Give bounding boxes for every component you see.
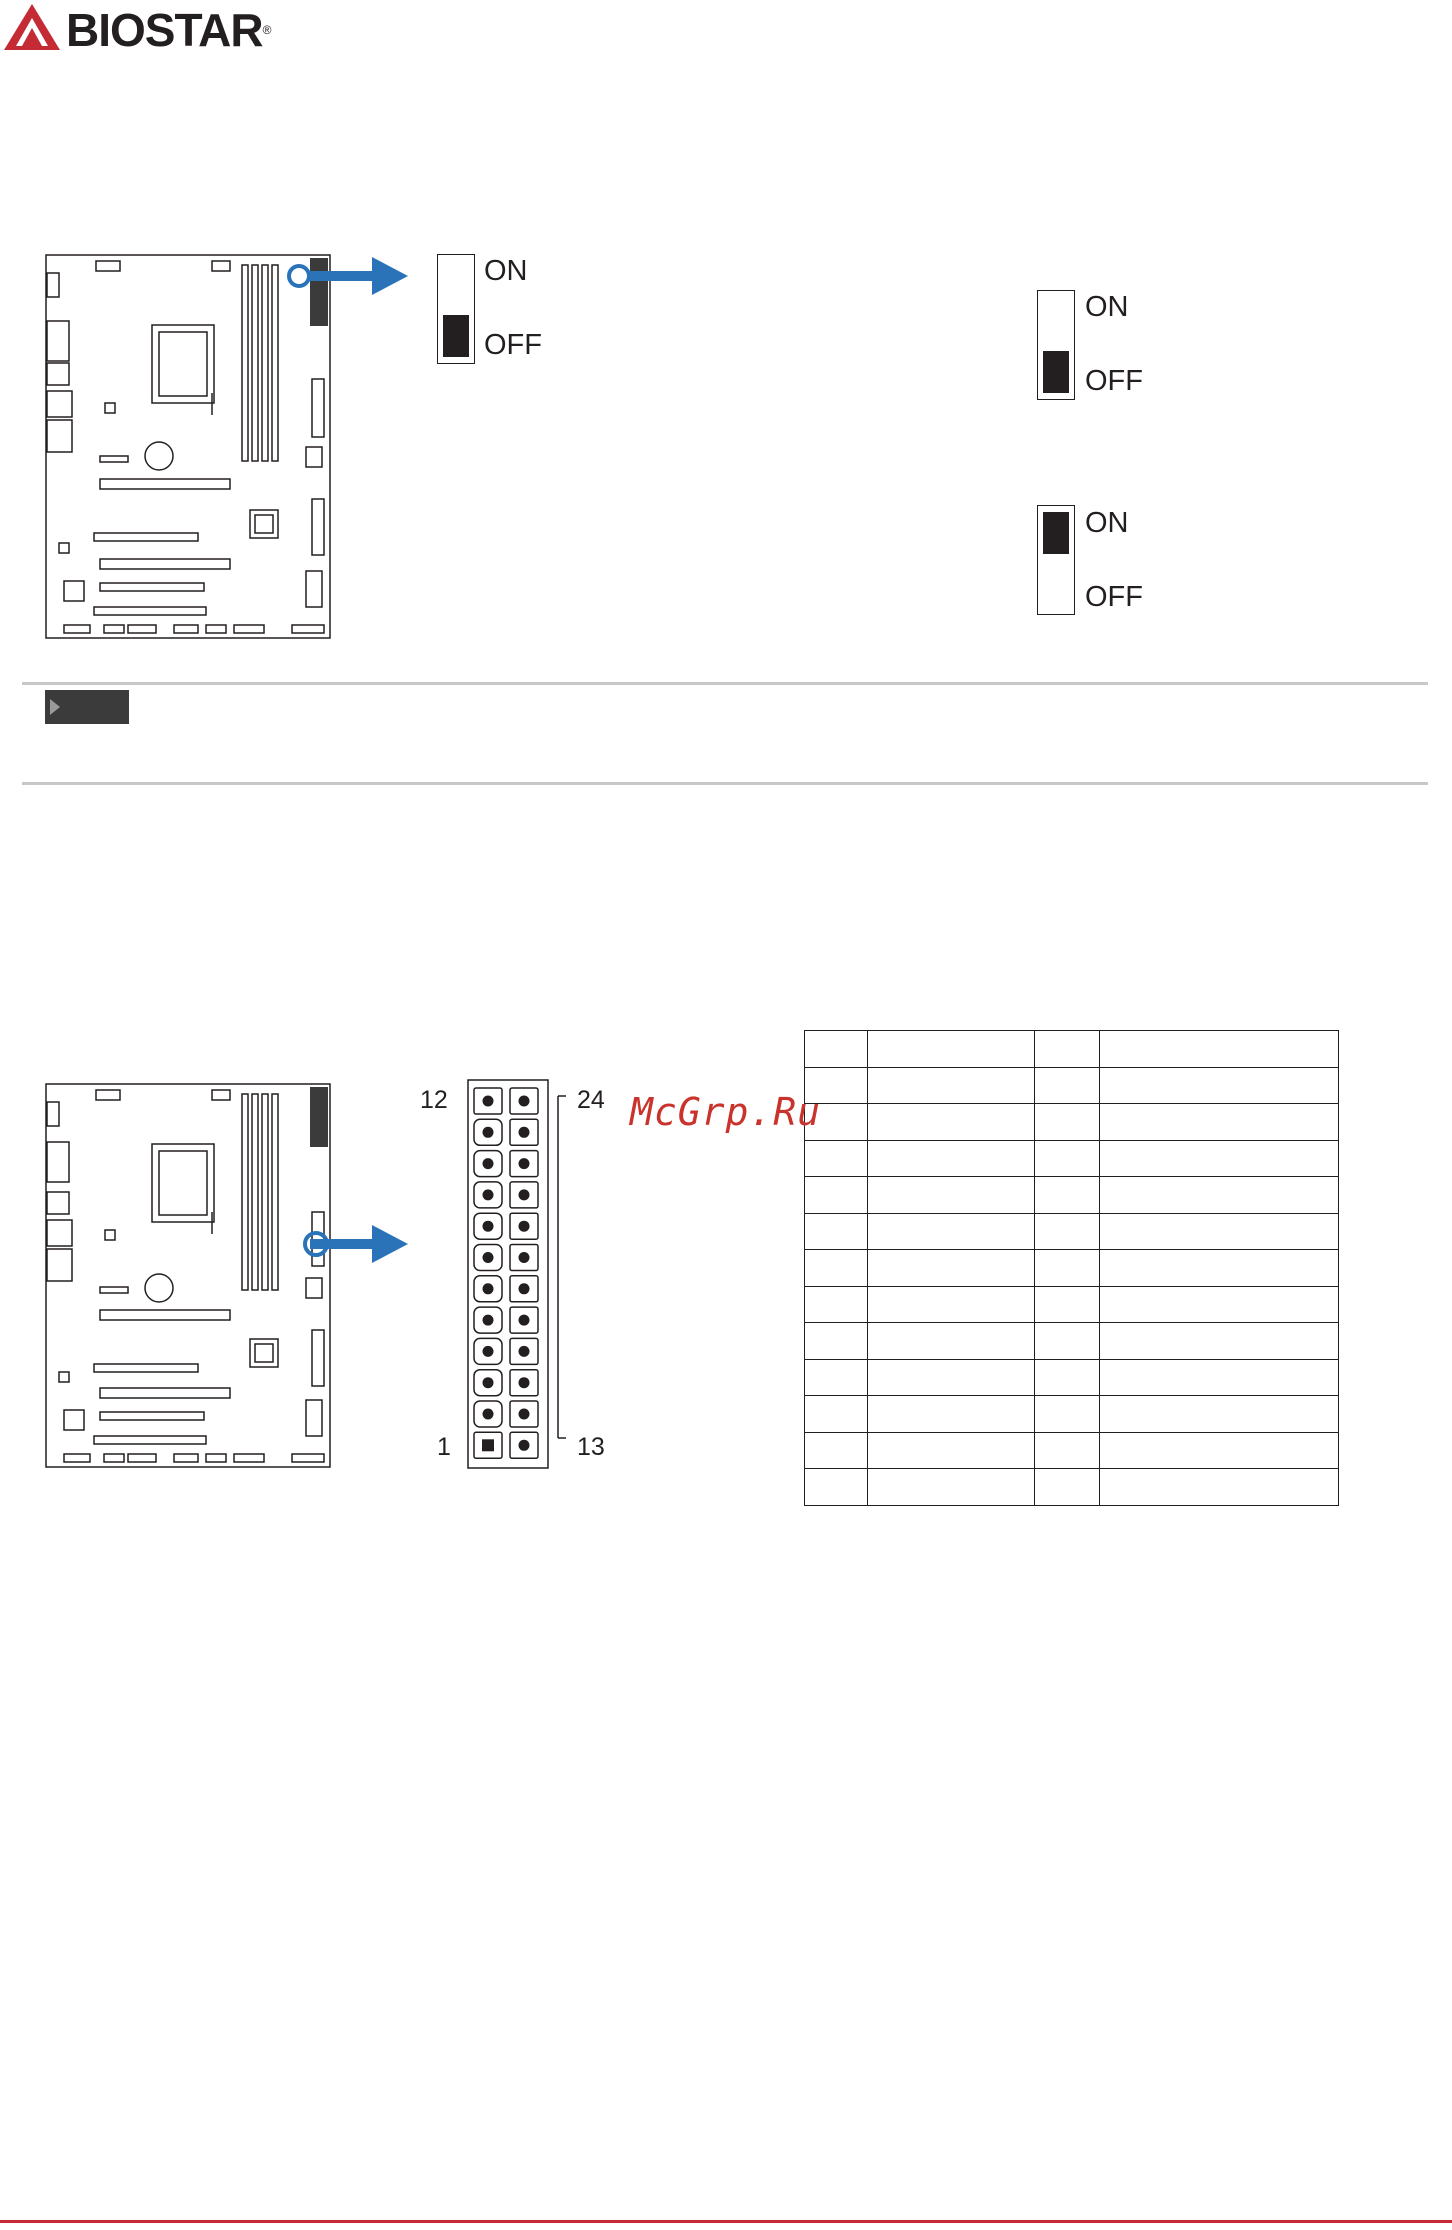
table-cell xyxy=(868,1250,1035,1287)
table-cell xyxy=(1100,1469,1339,1506)
table-cell xyxy=(868,1177,1035,1214)
connector-pin xyxy=(483,1409,494,1420)
table-cell xyxy=(1035,1469,1100,1506)
table-cell xyxy=(805,1432,868,1469)
biostar-logo xyxy=(4,2,274,54)
table-row xyxy=(805,1323,1339,1360)
table-row xyxy=(805,1104,1339,1141)
table-cell xyxy=(805,1031,868,1068)
table-cell xyxy=(805,1177,868,1214)
table-cell xyxy=(1035,1432,1100,1469)
connector-pin xyxy=(483,1189,494,1200)
arrow-right-icon xyxy=(310,1223,410,1267)
connector-pin xyxy=(519,1315,530,1326)
connector-pin xyxy=(519,1377,530,1388)
table-cell xyxy=(805,1396,868,1433)
table-cell xyxy=(1035,1177,1100,1214)
pin-assignment-table xyxy=(804,1030,1339,1506)
switch-knob xyxy=(1043,512,1069,554)
table-cell xyxy=(1035,1250,1100,1287)
switch-knob xyxy=(443,315,469,357)
table-cell xyxy=(805,1359,868,1396)
table-row xyxy=(805,1396,1339,1433)
table-cell xyxy=(868,1469,1035,1506)
brand-name: BIOSTAR® xyxy=(66,4,271,56)
table-cell xyxy=(868,1213,1035,1250)
table-cell xyxy=(1100,1213,1339,1250)
footer-rule xyxy=(0,2220,1452,2223)
biostar-logo-icon xyxy=(4,2,64,54)
table-cell xyxy=(805,1469,868,1506)
table-cell xyxy=(1035,1286,1100,1323)
table-cell xyxy=(868,1432,1035,1469)
table-cell xyxy=(868,1031,1035,1068)
table-cell xyxy=(1035,1031,1100,1068)
switch-right-1-on-label: ON xyxy=(1085,291,1129,323)
arrow-right-icon xyxy=(310,255,410,299)
table-cell xyxy=(805,1323,868,1360)
table-cell xyxy=(1100,1067,1339,1104)
table-cell xyxy=(1100,1359,1339,1396)
connector-pin xyxy=(519,1440,530,1451)
table-cell xyxy=(1035,1396,1100,1433)
table-cell xyxy=(1035,1323,1100,1360)
table-cell xyxy=(1100,1177,1339,1214)
table-cell xyxy=(868,1286,1035,1323)
connector-pin xyxy=(519,1189,530,1200)
table-cell xyxy=(1100,1396,1339,1433)
pin-label-1: 1 xyxy=(437,1433,451,1461)
connector-pin xyxy=(483,1096,494,1107)
table-cell xyxy=(1035,1213,1100,1250)
connector-pin xyxy=(519,1252,530,1263)
table-cell xyxy=(868,1359,1035,1396)
motherboard-diagram-bottom xyxy=(44,1082,334,1470)
table-cell xyxy=(868,1067,1035,1104)
connector-pin xyxy=(519,1346,530,1357)
table-cell xyxy=(805,1286,868,1323)
divider-top xyxy=(22,682,1428,685)
table-cell xyxy=(1100,1140,1339,1177)
table-cell xyxy=(868,1323,1035,1360)
switch-right-1-off-label: OFF xyxy=(1085,365,1143,397)
connector-pin xyxy=(519,1283,530,1294)
switch-top-off-label: OFF xyxy=(484,329,542,361)
table-row xyxy=(805,1177,1339,1214)
table-row xyxy=(805,1067,1339,1104)
table-cell xyxy=(868,1396,1035,1433)
pin-1-marker xyxy=(482,1439,494,1451)
connector-pin xyxy=(483,1221,494,1232)
table-row xyxy=(805,1213,1339,1250)
switch-top-on-label: ON xyxy=(484,255,528,287)
table-row xyxy=(805,1286,1339,1323)
table-row xyxy=(805,1432,1339,1469)
connector-pin xyxy=(483,1315,494,1326)
connector-pin xyxy=(483,1158,494,1169)
atx-power-connector xyxy=(466,1078,576,1470)
table-row xyxy=(805,1031,1339,1068)
table-cell xyxy=(1035,1067,1100,1104)
switch-right-2-off-label: OFF xyxy=(1085,581,1143,613)
table-cell xyxy=(805,1140,868,1177)
table-row xyxy=(805,1140,1339,1177)
play-icon xyxy=(50,699,60,715)
connector-pin xyxy=(519,1158,530,1169)
note-tag xyxy=(45,690,129,724)
table-cell xyxy=(1035,1359,1100,1396)
divider-bottom xyxy=(22,782,1428,785)
table-cell xyxy=(1100,1323,1339,1360)
connector-pin xyxy=(483,1127,494,1138)
dip-switch-right-2 xyxy=(1037,505,1075,615)
table-cell xyxy=(1035,1104,1100,1141)
pin-label-12: 12 xyxy=(420,1086,448,1114)
table-cell xyxy=(1100,1104,1339,1141)
table-cell xyxy=(1100,1250,1339,1287)
switch-knob xyxy=(1043,351,1069,393)
table-cell xyxy=(1100,1031,1339,1068)
connector-pin xyxy=(483,1283,494,1294)
connector-pin xyxy=(519,1409,530,1420)
connector-pin xyxy=(483,1346,494,1357)
table-cell xyxy=(805,1250,868,1287)
table-row xyxy=(805,1250,1339,1287)
switch-right-2-on-label: ON xyxy=(1085,507,1129,539)
pin-label-13: 13 xyxy=(577,1433,605,1461)
table-cell xyxy=(868,1140,1035,1177)
dip-switch-right-1 xyxy=(1037,290,1075,400)
table-row xyxy=(805,1469,1339,1506)
dip-switch-top xyxy=(437,254,475,364)
pin-label-24: 24 xyxy=(577,1086,605,1114)
table-cell xyxy=(805,1213,868,1250)
connector-pin xyxy=(519,1221,530,1232)
table-cell xyxy=(1100,1432,1339,1469)
watermark: McGrp.Ru xyxy=(630,1090,822,1134)
table-cell xyxy=(868,1104,1035,1141)
connector-pin xyxy=(519,1127,530,1138)
connector-pin xyxy=(483,1377,494,1388)
table-cell xyxy=(1100,1286,1339,1323)
table-row xyxy=(805,1359,1339,1396)
table-cell xyxy=(1035,1140,1100,1177)
connector-pin xyxy=(519,1096,530,1107)
motherboard-diagram-top xyxy=(44,253,334,641)
connector-pin xyxy=(483,1252,494,1263)
